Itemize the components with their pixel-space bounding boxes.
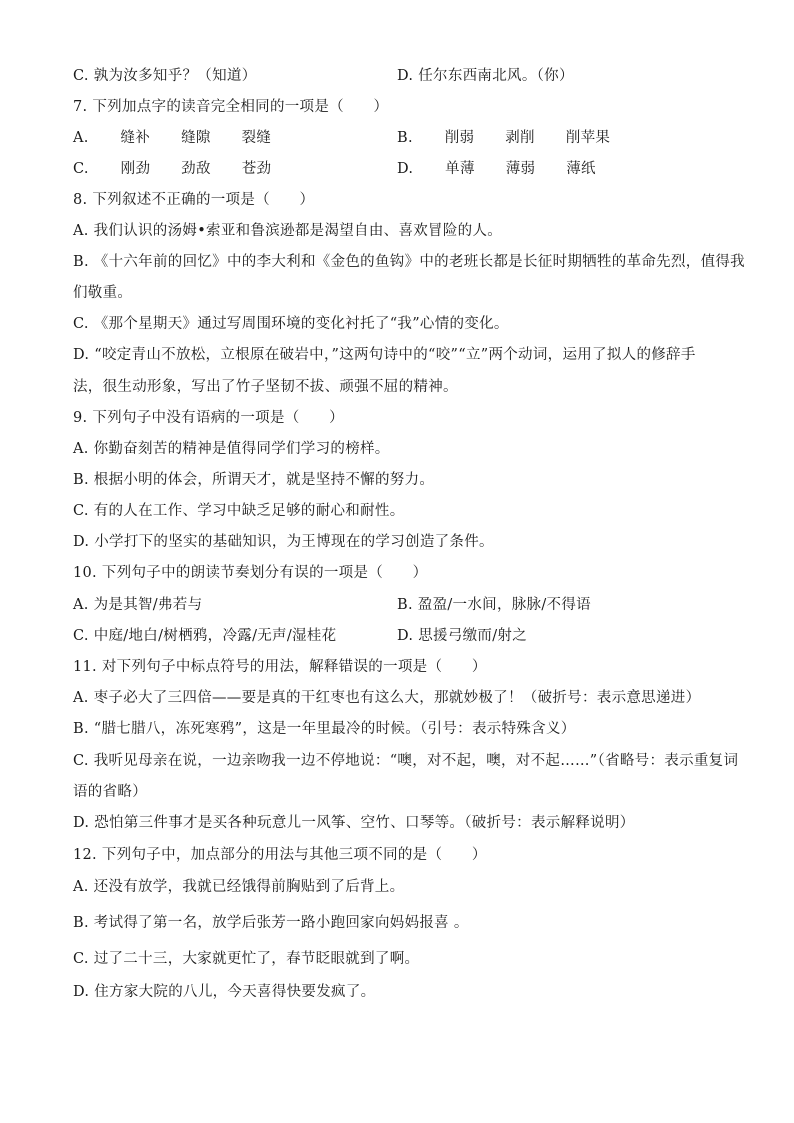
q7-option-c xyxy=(73,160,271,178)
q9-option-c: C. 有的人在工作、学习中缺乏足够的耐心和耐性。 xyxy=(73,503,405,519)
q9-option-a: A. 你勤奋刻苦的精神是值得同学们学习的榜样。 xyxy=(73,441,390,457)
q7-a-word-2: 缝隙 xyxy=(181,130,211,146)
q7-b-word-1: 削弱 xyxy=(444,130,475,146)
q8-option-a: A. 我们认识的汤姆•索亚和鲁滨逊都是渴望自由、喜欢冒险的人。 xyxy=(73,223,503,239)
q7-d-word-2: 薄弱 xyxy=(505,161,536,177)
q7-a-word-3: 裂缝 xyxy=(241,130,272,146)
q9-stem: 9. 下列句子中没有语病的一项是（ ） xyxy=(73,410,344,426)
q12-stem: 12. 下列句子中，加点部分的用法与其他三项不同的是（ ） xyxy=(73,847,487,863)
q10-option-c: C. 中庭/地白/树栖鸦，冷露/无声/湿桂花 xyxy=(73,628,337,644)
q8-stem: 8. 下列叙述不正确的一项是（ ） xyxy=(73,192,315,208)
q8-option-b-line1: B. 《十六年前的回忆》中的李大利和《金色的鱼钩》中的老班长都是长征时期牺牲的革命先烈，值得我 xyxy=(73,254,745,270)
option-label: B. xyxy=(397,130,413,146)
q7-b-word-3: 削苹果 xyxy=(565,130,611,146)
q11-option-b: B. “腊七腊八，冻死寒鸦”，这是一年里最冷的时候。（引号：表示特殊含义） xyxy=(73,721,576,737)
q7-option-d xyxy=(397,160,596,178)
q8-option-c: C. 《那个星期天》通过写周围环境的变化衬托了“我”心情的变化。 xyxy=(73,316,509,332)
q11-option-a: A. 枣子必大了三四倍——要是真的干红枣也有这么大，那就妙极了！（破折号：表示意思递进） xyxy=(73,690,701,706)
q11-option-c-line1: C. 我听见母亲在说，一边亲吻我一边不停地说：“噢，对不起，噢，对不起……”（省略号：表示重复词 xyxy=(73,753,739,769)
option-label: A. xyxy=(73,130,89,146)
q8-option-d-line1: D. “咬定青山不放松，立根原在破岩中，”这两句诗中的“咬”“立”两个动词，运用了拟人的修辞手 xyxy=(73,347,696,363)
q11-option-c-line2: 语的省略） xyxy=(73,784,147,800)
q6-option-c: C. 孰为汝多知乎？（知道） xyxy=(73,68,257,84)
q9-option-d: D. 小学打下的坚实的基础知识，为王博现在的学习创造了条件。 xyxy=(73,534,494,550)
q8-option-b-line2: 们敬重。 xyxy=(73,285,133,301)
q10-stem: 10. 下列句子中的朗读节奏划分有误的一项是（ ） xyxy=(73,565,428,581)
q7-b-word-2: 剥削 xyxy=(505,130,535,146)
q7-c-word-1: 刚劲 xyxy=(120,161,151,177)
q7-c-word-2: 劲敌 xyxy=(181,161,211,177)
q11-stem: 11. 对下列句子中标点符号的用法，解释错误的一项是（ ） xyxy=(73,659,487,675)
q12-option-b: B. 考试得了第一名，放学后张芳一路小跑回家向妈妈报喜 。 xyxy=(73,915,469,931)
q7-a-word-1: 缝补 xyxy=(120,130,151,146)
option-label: C. xyxy=(73,161,89,177)
q11-option-d: D. 恐怕第三件事才是买各种玩意儿一风筝、空竹、口琴等。（破折号：表示解释说明） xyxy=(73,815,635,831)
q7-option-b xyxy=(397,129,610,147)
q10-option-b: B. 盈盈/一水间，脉脉/不得语 xyxy=(397,597,591,613)
q10-option-a: A. 为是其智/弗若与 xyxy=(73,597,203,613)
q8-option-d-line2: 法，很生动形象，写出了竹子坚韧不拔、顽强不屈的精神。 xyxy=(73,379,458,395)
q12-option-c: C. 过了二十三，大家就更忙了，春节眨眼就到了啊。 xyxy=(73,951,420,967)
q6-option-d: D. 任尔东西南北风。（你） xyxy=(397,68,574,84)
q12-option-d: D. 住方家大院的八儿，今天喜得快要发疯了。 xyxy=(73,984,376,1000)
q10-option-d: D. 思援弓缴而/射之 xyxy=(397,628,528,644)
q12-option-a: A. 还没有放学，我就已经饿得前胸贴到了后背上。 xyxy=(73,879,405,895)
q7-option-a xyxy=(73,129,271,147)
q7-d-word-1: 单薄 xyxy=(445,161,475,177)
option-label: D. xyxy=(397,161,414,177)
q7-d-word-3: 薄纸 xyxy=(566,161,596,177)
q9-option-b: B. 根据小明的体会，所谓天才，就是坚持不懈的努力。 xyxy=(73,472,435,488)
q7-c-word-3: 苍劲 xyxy=(241,161,272,177)
q7-stem: 7. 下列加点字的读音完全相同的一项是（ ） xyxy=(73,99,389,115)
